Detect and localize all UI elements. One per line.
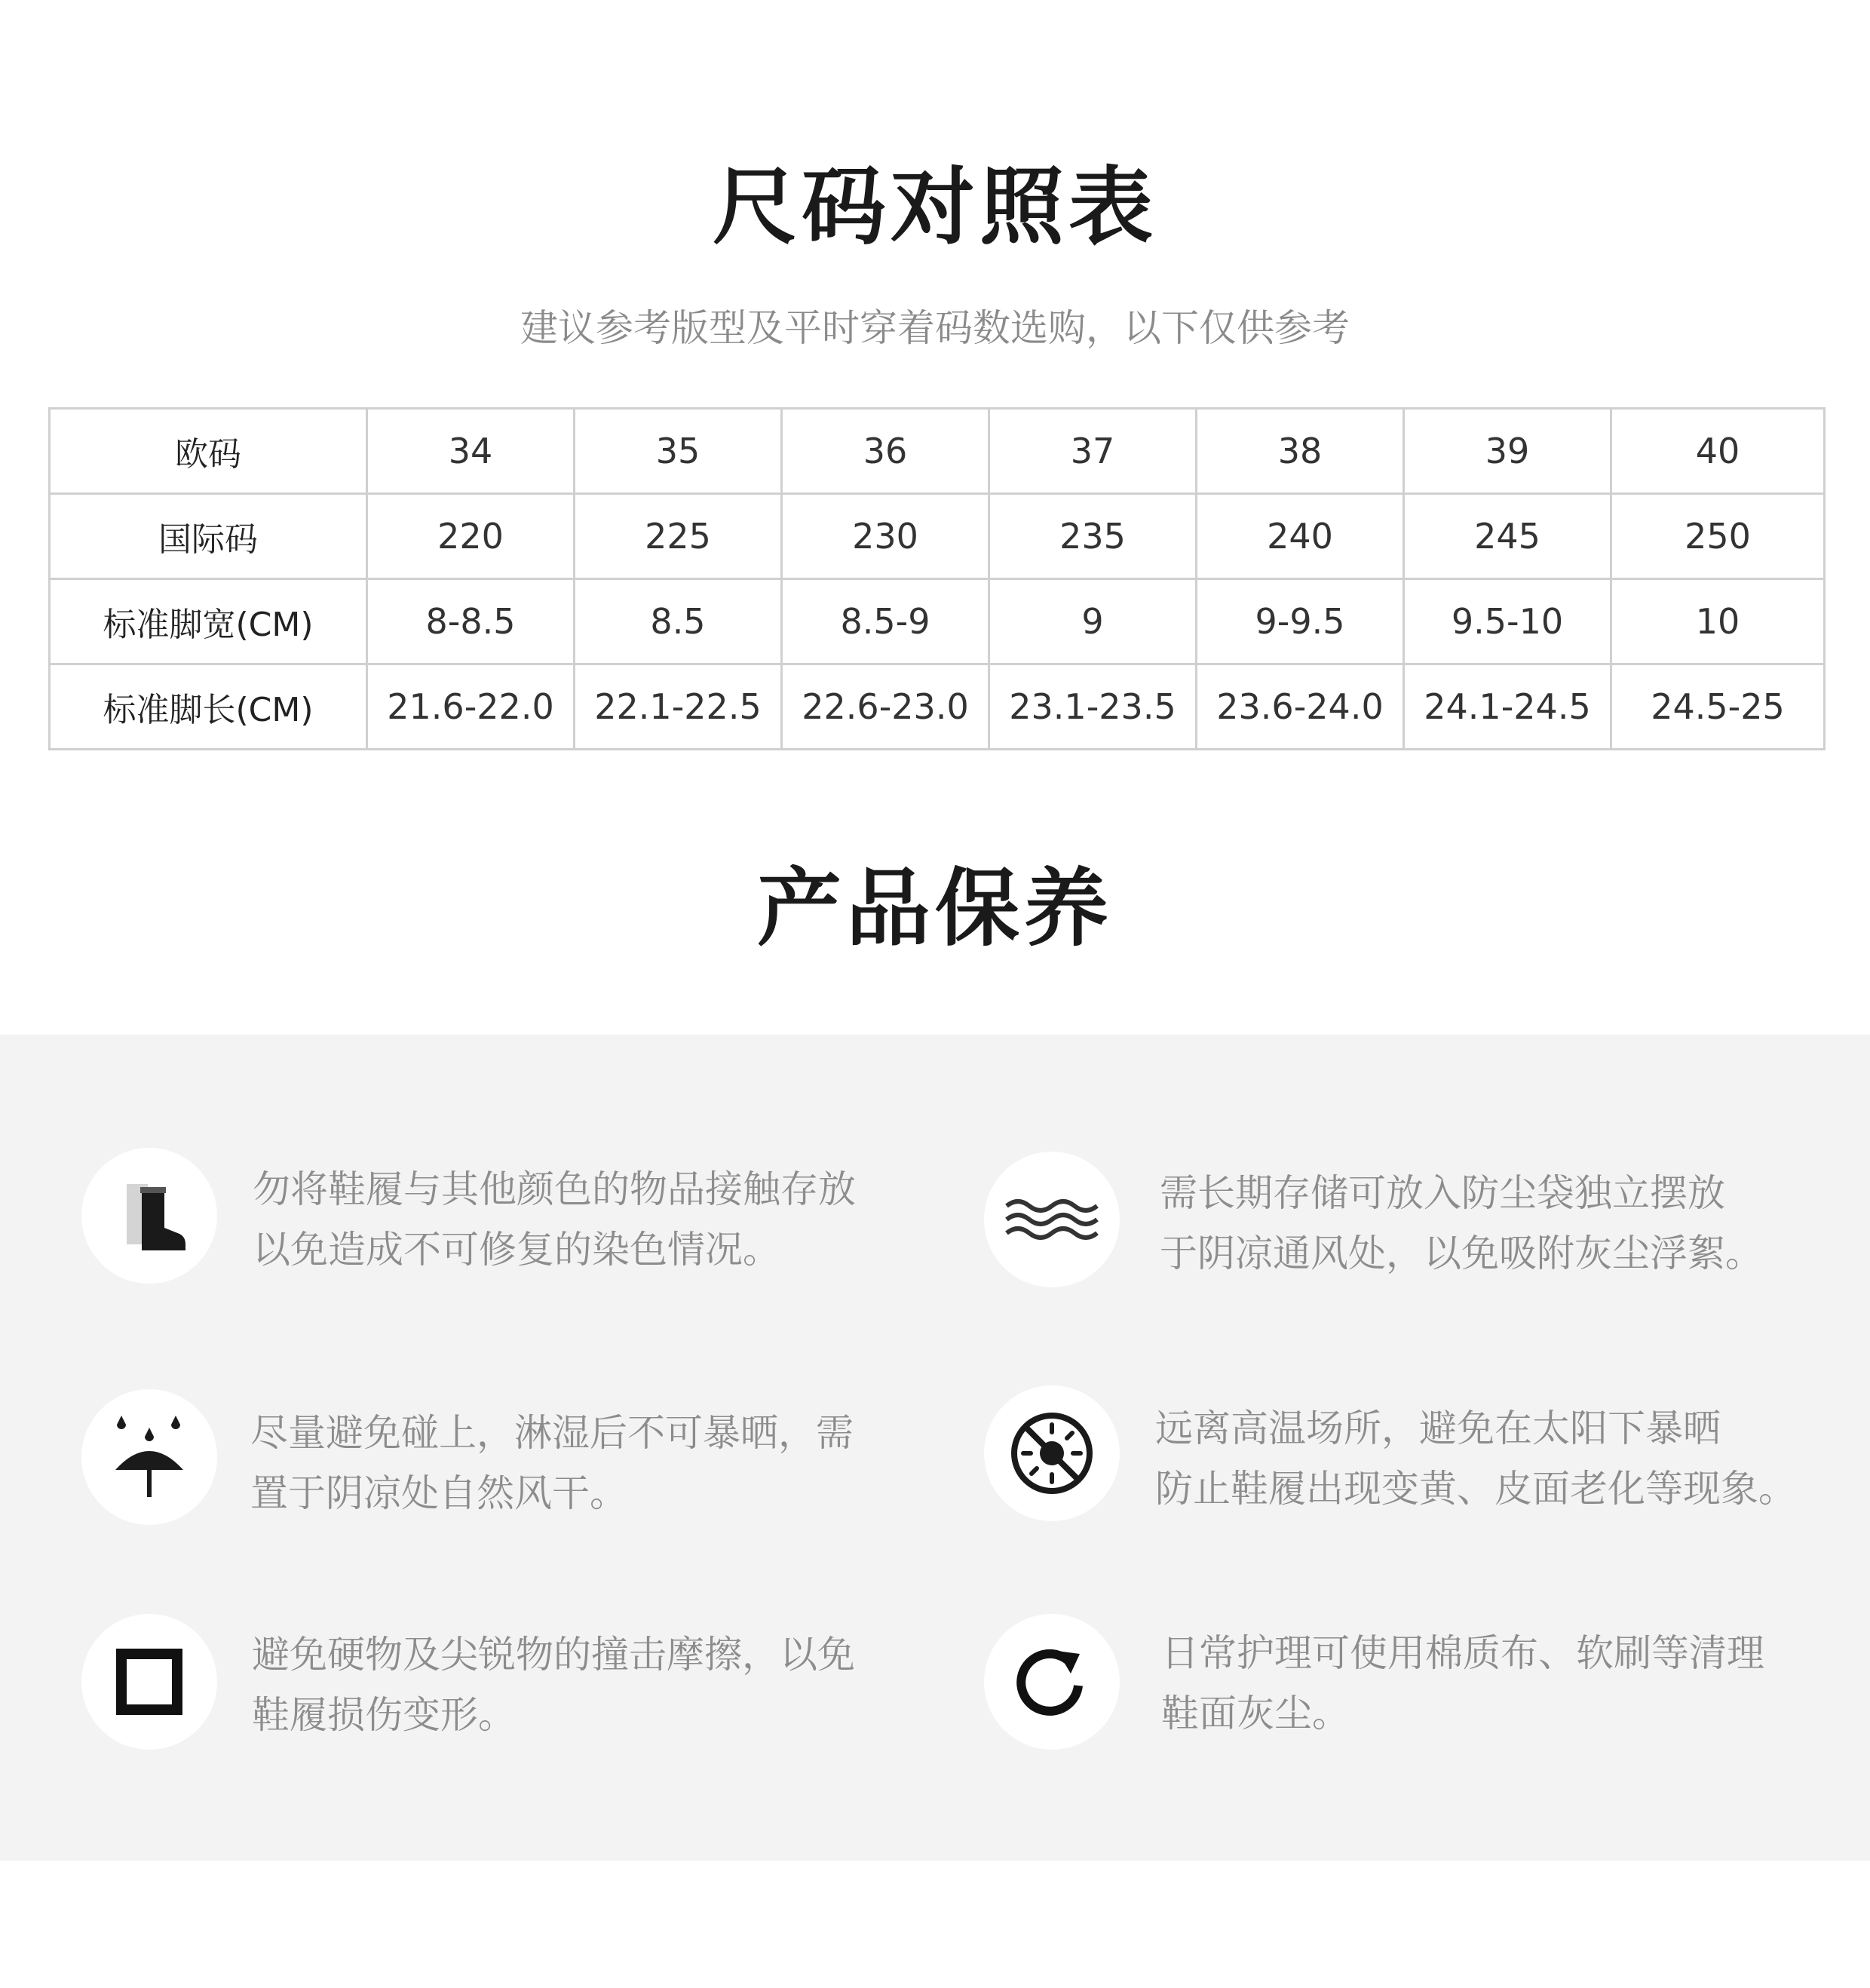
row-label: 标准脚宽(CM) — [50, 579, 367, 664]
care-text-line: 鞋履损伤变形。 — [252, 1693, 516, 1737]
table-cell: 36 — [782, 409, 989, 494]
care-text-line: 以免造成不可修复的染色情况。 — [253, 1228, 780, 1272]
care-text-line: 日常护理可使用棉质布、软刷等清理 — [1161, 1631, 1764, 1675]
table-cell: 8.5-9 — [782, 579, 989, 664]
table-cell: 8.5 — [575, 579, 782, 664]
care-text-line: 鞋面灰尘。 — [1161, 1692, 1350, 1735]
table-cell: 9-9.5 — [1197, 579, 1404, 664]
size-chart-subtitle: 建议参考版型及平时穿着码数选购，以下仅供参考 — [520, 306, 1350, 350]
row-label: 欧码 — [50, 409, 367, 494]
size-chart-title: 尺码对照表 — [713, 158, 1157, 256]
umbrella-rain-icon — [81, 1389, 217, 1525]
table-cell: 22.1-22.5 — [575, 664, 782, 750]
table-cell: 250 — [1611, 494, 1825, 579]
table-cell: 34 — [367, 409, 575, 494]
care-text-line: 远离高温场所，避免在太阳下暴晒 — [1155, 1407, 1721, 1450]
care-text-line: 需长期存储可放入防尘袋独立摆放 — [1160, 1171, 1725, 1215]
table-cell: 23.1-23.5 — [989, 664, 1197, 750]
care-panel — [0, 1035, 1870, 1861]
table-cell: 230 — [782, 494, 989, 579]
waves-icon — [984, 1152, 1120, 1287]
table-cell: 24.1-24.5 — [1404, 664, 1611, 750]
table-row — [50, 494, 1825, 579]
row-label: 标准脚长(CM) — [50, 664, 367, 750]
table-cell: 8-8.5 — [367, 579, 575, 664]
table-cell: 225 — [575, 494, 782, 579]
table-row — [50, 579, 1825, 664]
table-cell: 9 — [989, 579, 1197, 664]
table-cell: 40 — [1611, 409, 1825, 494]
table-cell: 245 — [1404, 494, 1611, 579]
care-title: 产品保养 — [757, 860, 1113, 958]
table-row — [50, 664, 1825, 750]
table-cell: 240 — [1197, 494, 1404, 579]
table-row — [50, 409, 1825, 494]
table-cell: 35 — [575, 409, 782, 494]
table-cell: 21.6-22.0 — [367, 664, 575, 750]
size-chart-table — [48, 407, 1826, 750]
row-label: 国际码 — [50, 494, 367, 579]
square-icon — [81, 1614, 217, 1750]
table-cell: 9.5-10 — [1404, 579, 1611, 664]
care-text-line: 避免硬物及尖锐物的撞击摩擦，以免 — [252, 1633, 855, 1677]
care-text-line: 置于阴凉处自然风干。 — [250, 1471, 627, 1515]
care-text-line: 勿将鞋履与其他颜色的物品接触存放 — [253, 1167, 856, 1211]
care-text-line: 于阴凉通风处，以免吸附灰尘浮絮。 — [1160, 1232, 1763, 1275]
table-cell: 24.5-25 — [1611, 664, 1825, 750]
table-cell: 22.6-23.0 — [782, 664, 989, 750]
table-cell: 10 — [1611, 579, 1825, 664]
no-sun-icon — [984, 1385, 1120, 1521]
table-cell: 39 — [1404, 409, 1611, 494]
table-cell: 23.6-24.0 — [1197, 664, 1404, 750]
table-cell: 235 — [989, 494, 1197, 579]
boots-icon — [81, 1148, 217, 1284]
care-text-line: 尽量避免碰上，淋湿后不可暴晒，需 — [250, 1411, 854, 1455]
table-cell: 37 — [989, 409, 1197, 494]
table-cell: 38 — [1197, 409, 1404, 494]
table-cell: 220 — [367, 494, 575, 579]
refresh-icon — [984, 1614, 1120, 1750]
care-text-line: 防止鞋履出现变黄、皮面老化等现象。 — [1155, 1467, 1796, 1511]
